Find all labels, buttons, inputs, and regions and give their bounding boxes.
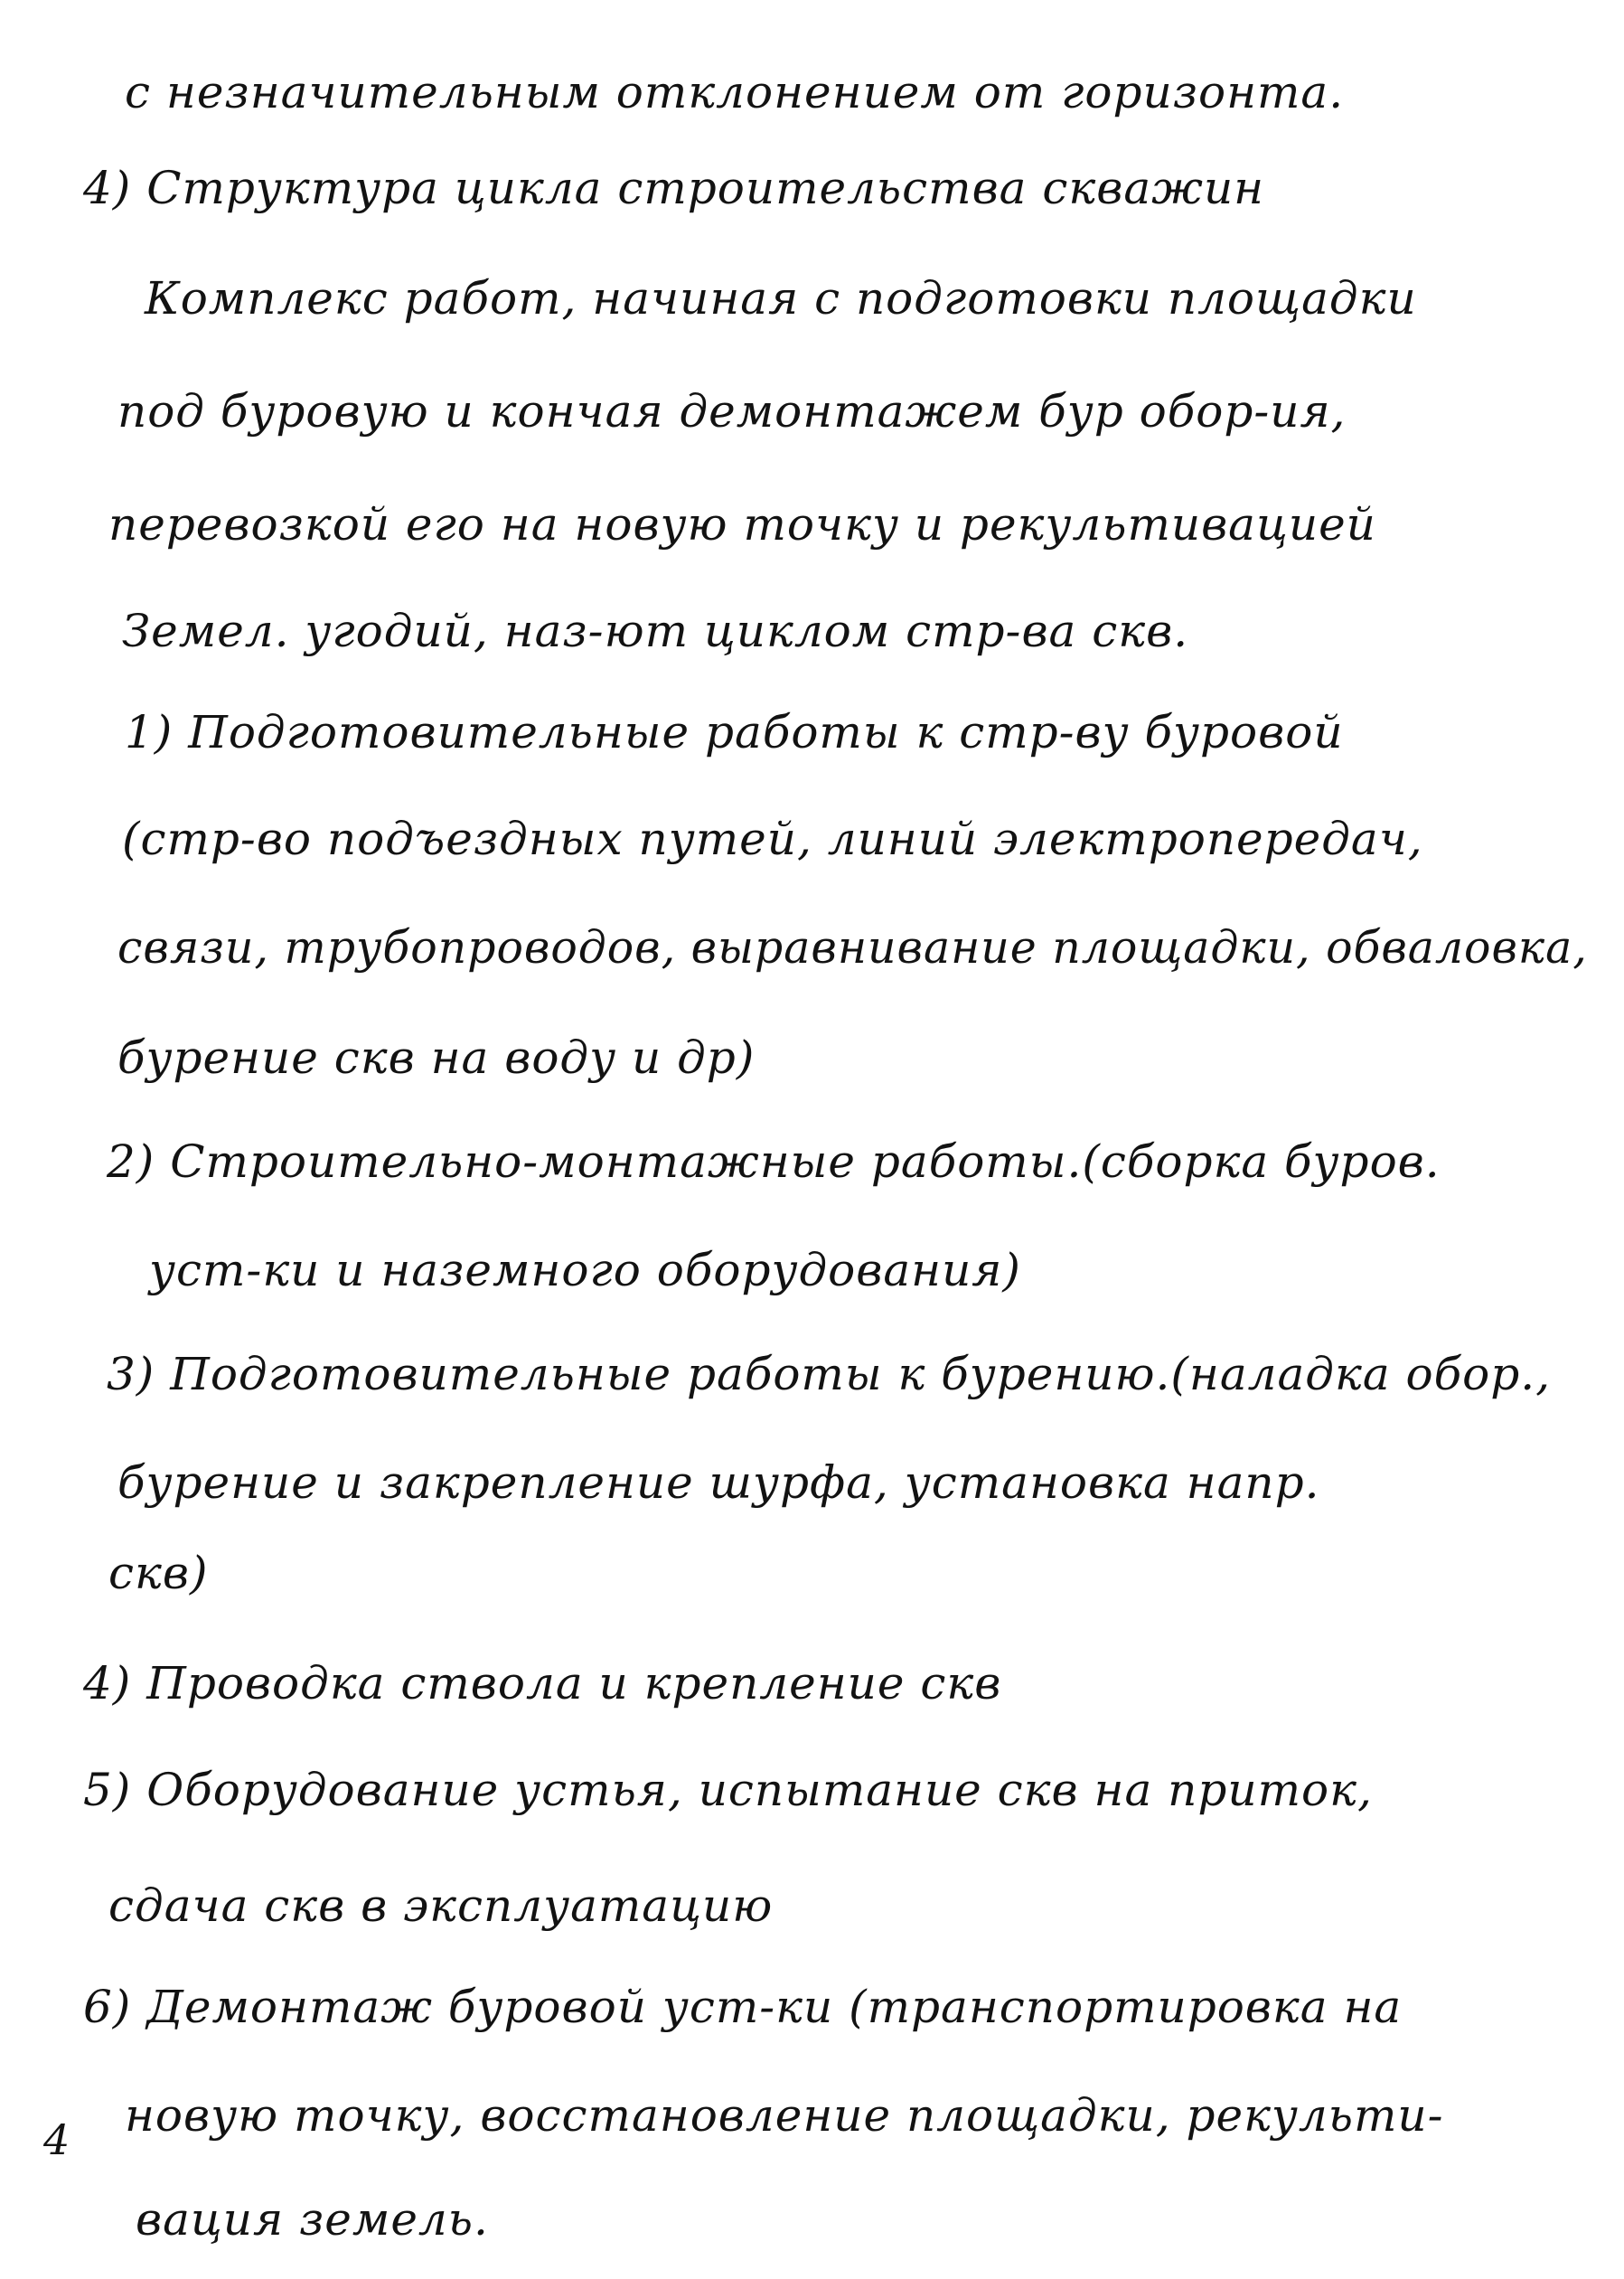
text-line-1: с незначительным отклонением от горизонта. xyxy=(125,66,1345,118)
text-line-2: 4) Структура цикла строительства скважин xyxy=(83,162,1265,214)
text-line-13: 3) Подготовительные работы к бурению.(наладка обор., xyxy=(107,1348,1552,1400)
text-line-17: 5) Оборудование устья, испытание скв на приток, xyxy=(83,1764,1373,1816)
text-line-19: 6) Демонтаж буровой уст-ки (транспортировка на xyxy=(83,1981,1403,2033)
text-line-9: связи, трубопроводов, выравнивание площадки, обваловка, xyxy=(117,921,1588,974)
text-line-21: вация земель. xyxy=(136,2193,489,2246)
text-line-3: Комплекс работ, начиная с подготовки площадки xyxy=(145,272,1417,325)
page-number: 4 xyxy=(43,2115,70,2164)
text-line-8: (стр-во подъездных путей, линий электропередач, xyxy=(122,813,1423,865)
text-line-20: новую точку, восстановление площадки, рекульти- xyxy=(125,2089,1444,2142)
text-line-10: бурение скв на воду и др) xyxy=(117,1031,756,1084)
text-line-7: 1) Подготовительные работы к стр-ву буровой xyxy=(125,706,1344,758)
text-line-18: сдача скв в эксплуатацию xyxy=(108,1879,774,1932)
text-line-6: Земел. угодий, наз-ют циклом стр-ва скв. xyxy=(122,605,1189,657)
text-line-5: перевозкой его на новую точку и рекультивацией xyxy=(108,498,1376,551)
text-line-16: 4) Проводка ствола и крепление скв xyxy=(83,1657,1002,1709)
text-line-11: 2) Строительно-монтажные работы.(сборка буров. xyxy=(107,1135,1441,1188)
text-line-14: бурение и закрепление шурфа, установка напр. xyxy=(117,1456,1320,1509)
text-line-4: под буровую и кончая демонтажем бур обор-ия, xyxy=(117,385,1347,438)
text-line-15: скв) xyxy=(108,1547,209,1599)
text-line-12: уст-ки и наземного оборудования) xyxy=(149,1244,1021,1296)
